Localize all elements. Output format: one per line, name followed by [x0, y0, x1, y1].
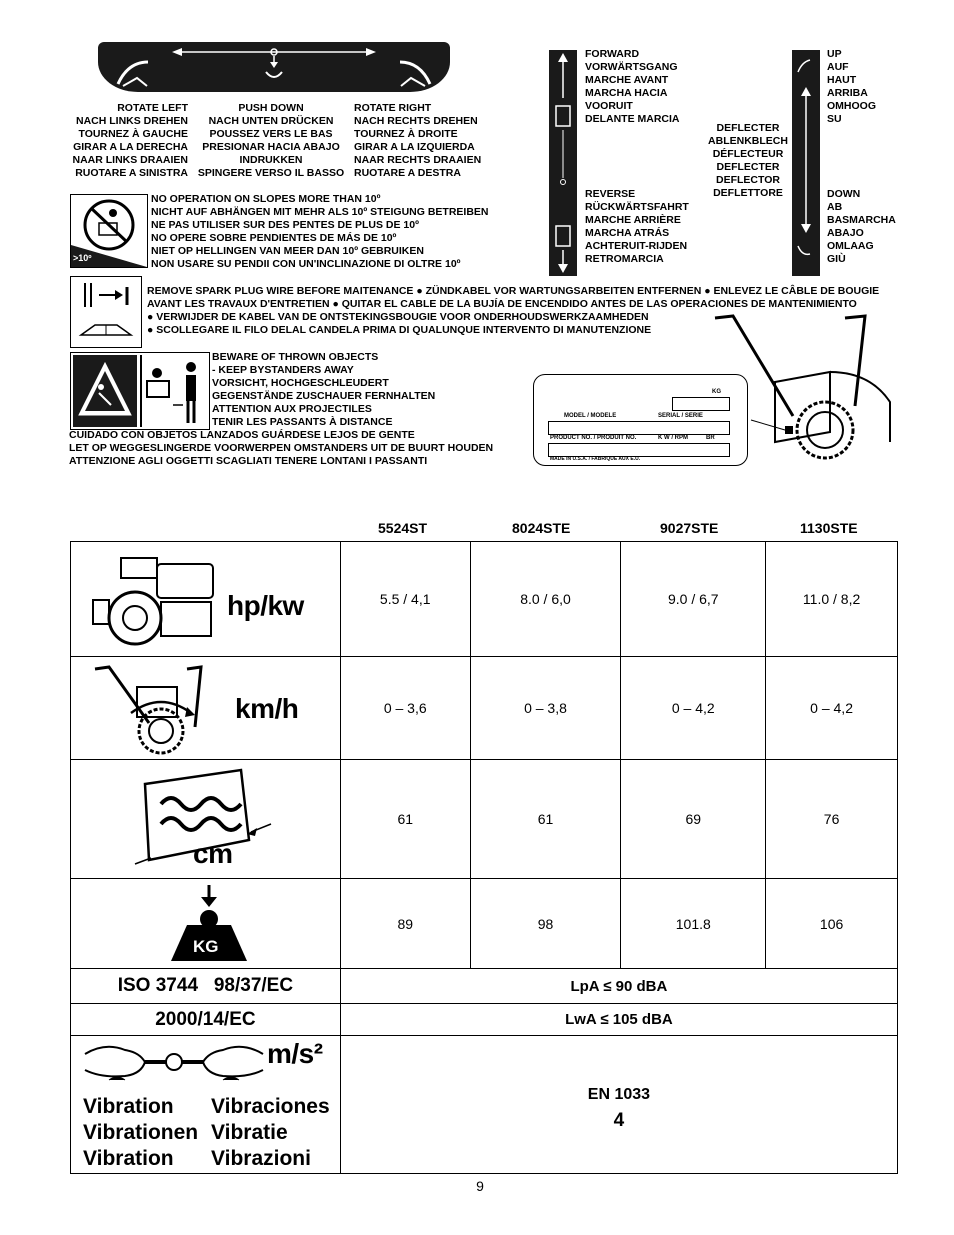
spec-value: 89: [340, 879, 470, 969]
label-line: PUSH DOWN: [238, 102, 304, 114]
warning-line: ATTENTION AUX PROJECTILES: [212, 403, 372, 415]
label-line: AUF: [827, 61, 849, 73]
table-row: [71, 542, 898, 657]
label-line: TOURNEZ À GAUCHE: [78, 128, 188, 140]
rotate-left-labels: [68, 102, 188, 180]
warning-line: AVANT LES TRAVAUX D'ENTRETIEN ● QUITAR EL CABLE DE LA BUJÍA DE ENCENDIDO ANTES DE LAS OPERACIONES DE MANTENIMIENTO: [147, 298, 857, 310]
spark-plug-manual-icon: [70, 276, 142, 348]
label-line: DEFLECTOR: [716, 174, 780, 186]
warning-line: CUIDADO CON OBJETOS LANZADOS GUÁRDESE LEJOS DE GENTE: [69, 429, 415, 441]
table-row: [71, 1004, 898, 1036]
spec-value: 0 – 4,2: [621, 657, 766, 760]
label-line: DEFLECTER: [716, 122, 780, 134]
label-line: TOURNEZ À DROITE: [354, 128, 458, 140]
vibration-word: Vibratie: [211, 1121, 288, 1144]
spec-value: 5.5 / 4,1: [340, 542, 470, 657]
chute-rotation-icon: [98, 42, 450, 92]
reverse-labels: [585, 188, 689, 266]
vibration-words-right: [211, 1094, 330, 1172]
chute-rotation-banner: [98, 42, 450, 92]
spec-value: 11.0 / 8,2: [766, 542, 898, 657]
model-header-5524st: 5524ST: [378, 520, 428, 536]
label-line: NACH LINKS DREHEN: [75, 115, 188, 127]
label-line: ABAJO: [827, 227, 864, 239]
label-line: GIÙ: [827, 253, 846, 265]
label-line: MARCHA ATRÁS: [585, 227, 670, 239]
vibration-unit: m/s²: [267, 1038, 323, 1069]
warning-line: ATTENZIONE AGLI OGGETTI SCAGLIATI TENERE LONTANI I PASSANTI: [69, 455, 428, 467]
warning-line: NON USARE SU PENDII CON UN'INCLINAZIONE DI OLTRE 10º: [151, 258, 461, 270]
table-row: [71, 657, 898, 760]
plate-model-label: MODEL / MODELE: [564, 413, 617, 419]
noise-standard-label: ISO 3744 98/37/EC: [71, 969, 341, 1004]
vibration-standard: EN 1033: [587, 1085, 651, 1103]
noise-lpa-value: LpA ≤ 90 dBA: [340, 969, 897, 1004]
label-line: VORWÄRTSGANG: [585, 61, 678, 73]
label-line: NAAR RECHTS DRAAIEN: [354, 154, 482, 166]
label-line: HAUT: [827, 74, 857, 86]
snowblower-speed-icon: [91, 661, 231, 757]
deflecter-labels: [702, 122, 794, 200]
specs-table: [70, 541, 898, 1174]
label-line: VOORUIT: [585, 100, 633, 112]
model-header-9027ste: 9027STE: [660, 520, 719, 536]
label-line: UP: [827, 48, 842, 60]
warning-line: TENIR LES PASSANTS À DISTANCE: [212, 416, 393, 428]
warning-line: NO OPERATION ON SLOPES MORE THAN 10º: [151, 193, 381, 205]
speed-cell: [71, 657, 341, 760]
thrown-objects-icon: [70, 352, 210, 430]
drive-direction-bar: [549, 50, 577, 276]
page-number: 9: [476, 1178, 484, 1194]
label-line: ROTATE LEFT: [117, 102, 188, 114]
label-line: PRESIONAR HACIA ABAJO: [202, 141, 340, 153]
noise-directive-label: 2000/14/EC: [71, 1004, 341, 1036]
noise-lwa-value: LwA ≤ 105 dBA: [340, 1004, 897, 1036]
label-line: OMHOOG: [827, 100, 876, 112]
table-row: [71, 969, 898, 1004]
vibration-value: 4: [613, 1109, 625, 1131]
label-line: NAAR LINKS DRAAIEN: [72, 154, 188, 166]
warning-line: ● VERWIJDER DE KABEL VAN DE ONTSTEKINGSBOUGIE VOOR ONDERHOUDSWERKZAAMHEDEN: [147, 311, 649, 323]
warning-line: GEGENSTÄNDE ZUSCHAUER FERNHALTEN: [212, 390, 436, 402]
spec-value: 69: [621, 760, 766, 879]
warning-line: ● SCOLLEGARE IL FILO DELAL CANDELA PRIMA DI QUALUNQUE INTERVENTO DI MANUTENZIONE: [147, 324, 652, 336]
spec-value: 61: [470, 760, 621, 879]
unit-label: km/h: [235, 693, 299, 724]
label-line: SPINGERE VERSO IL BASSO: [197, 167, 345, 179]
warning-line: LET OP WEGGESLINGERDE VOORWERPEN OMSTANDERS UIT DE BUURT HOUDEN: [69, 442, 494, 454]
label-line: MARCHE AVANT: [585, 74, 669, 86]
spec-value: 9.0 / 6,7: [621, 542, 766, 657]
warning-line: NO OPERE SOBRE PENDIENTES DE MÁS DE 10º: [151, 232, 397, 244]
label-line: DÉFLECTEUR: [712, 148, 784, 160]
vibration-words-left: [83, 1094, 198, 1172]
vibration-word: Vibrationen: [83, 1121, 199, 1144]
spec-value: 76: [766, 760, 898, 879]
label-line: ROTATE RIGHT: [354, 102, 432, 114]
kg-badge: KG: [193, 937, 219, 956]
label-line: RETROMARCIA: [585, 253, 664, 265]
push-down-labels: [196, 102, 346, 180]
warning-line: - KEEP BYSTANDERS AWAY: [212, 364, 354, 376]
plate-kw-label: K W / RPM: [658, 435, 688, 441]
label-line: DOWN: [827, 188, 861, 200]
forward-labels: [585, 48, 680, 126]
spec-value: 106: [766, 879, 898, 969]
warning-line: BEWARE OF THROWN OBJECTS: [212, 351, 379, 363]
snowblower-sketch-icon: [705, 310, 900, 470]
label-line: OMLAAG: [827, 240, 874, 252]
engine-icon: [87, 548, 227, 652]
spec-value: 0 – 3,8: [470, 657, 621, 760]
vibration-word: Vibration: [83, 1147, 174, 1170]
warning-line: NIET OP HELLINGEN VAN MEER DAN 10º GEBRUIKEN: [151, 245, 424, 257]
label-line: SU: [827, 113, 842, 125]
label-line: INDRUKKEN: [239, 154, 303, 166]
label-line: MARCHA HACIA: [585, 87, 668, 99]
warning-line: NICHT AUF ABHÄNGEN MIT MEHR ALS 10º STEIGUNG BETREIBEN: [151, 206, 489, 218]
label-line: BASMARCHA: [827, 214, 896, 226]
vibration-word: Vibraciones: [211, 1095, 330, 1118]
slope-warning-text: [151, 193, 489, 271]
warning-line: VORSICHT, HOCHGESCHLEUDERT: [212, 377, 389, 389]
label-line: DELANTE MARCIA: [585, 113, 680, 125]
label-line: AB: [827, 201, 843, 213]
label-line: REVERSE: [585, 188, 636, 200]
vibration-value-cell: [340, 1036, 897, 1174]
label-line: POUSSEZ VERS LE BAS: [209, 128, 333, 140]
label-line: ACHTERUIT-RIJDEN: [585, 240, 688, 252]
vibration-hands-icon: [79, 1040, 269, 1092]
plate-kg-label: KG: [712, 389, 721, 395]
plate-model-box: [548, 421, 730, 435]
unit-label: cm: [193, 838, 233, 869]
vibration-word: Vibration: [83, 1095, 174, 1118]
down-labels: [827, 188, 896, 266]
slope-warning-icon: [70, 194, 148, 268]
spec-value: 101.8: [621, 879, 766, 969]
label-line: DEFLECTER: [716, 161, 780, 173]
label-line: RÜCKWÄRTSFAHRT: [585, 201, 689, 213]
label-line: DEFLETTORE: [713, 187, 783, 199]
rotate-right-labels: [354, 102, 504, 180]
plate-serial-label: SERIAL / SERIE: [658, 413, 703, 419]
label-line: MARCHE ARRIÈRE: [585, 214, 681, 226]
unit-label: hp/kw: [227, 590, 304, 621]
model-header-1130ste: 1130STE: [800, 520, 858, 536]
vibration-word: Vibrazioni: [211, 1147, 311, 1170]
slope-badge: >10º: [73, 253, 92, 263]
plate-made-label: MADE IN U.S.A. / FABRIQUE AUX E.U.: [550, 456, 641, 462]
table-row: [71, 879, 898, 969]
power-cell: [71, 542, 341, 657]
label-line: RUOTARE A DESTRA: [354, 167, 461, 179]
vibration-cell: [71, 1036, 341, 1174]
width-cell: [71, 760, 341, 879]
spec-value: 61: [340, 760, 470, 879]
table-row: [71, 1036, 898, 1174]
spec-value: 0 – 4,2: [766, 657, 898, 760]
label-line: GIRAR A LA DERECHA: [73, 141, 188, 153]
spec-value: 98: [470, 879, 621, 969]
label-line: GIRAR A LA IZQUIERDA: [354, 141, 475, 153]
label-line: RUOTARE A SINISTRA: [75, 167, 188, 179]
plate-product-box: [548, 443, 730, 457]
spec-value: 8.0 / 6,0: [470, 542, 621, 657]
label-line: FORWARD: [585, 48, 640, 60]
warning-line: NE PAS UTILISER SUR DES PENTES DE PLUS DE 10º: [151, 219, 419, 231]
spec-value: 0 – 3,6: [340, 657, 470, 760]
up-labels: [827, 48, 876, 126]
deflector-bar: [792, 50, 820, 276]
model-header-8024ste: 8024STE: [512, 520, 571, 536]
weight-cell: [71, 879, 341, 969]
label-line: NACH UNTEN DRÜCKEN: [208, 115, 334, 127]
warning-line: REMOVE SPARK PLUG WIRE BEFORE MAITENANCE ● ZÜNDKABEL VOR WARTUNGSARBEITEN ENTFERNEN ● ENLEVEZ LE CÂBLE DE BOUGIE: [147, 285, 880, 297]
thrown-objects-text-extra: [69, 429, 493, 468]
table-row: [71, 760, 898, 879]
label-line: ARRIBA: [827, 87, 868, 99]
plate-product-label: PRODUCT NO. / PRODUIT NO.: [550, 435, 637, 441]
label-line: ABLENKBLECH: [708, 135, 788, 147]
thrown-objects-text: [212, 351, 435, 429]
label-line: NACH RECHTS DREHEN: [354, 115, 478, 127]
plate-br-label: BR: [706, 435, 715, 441]
